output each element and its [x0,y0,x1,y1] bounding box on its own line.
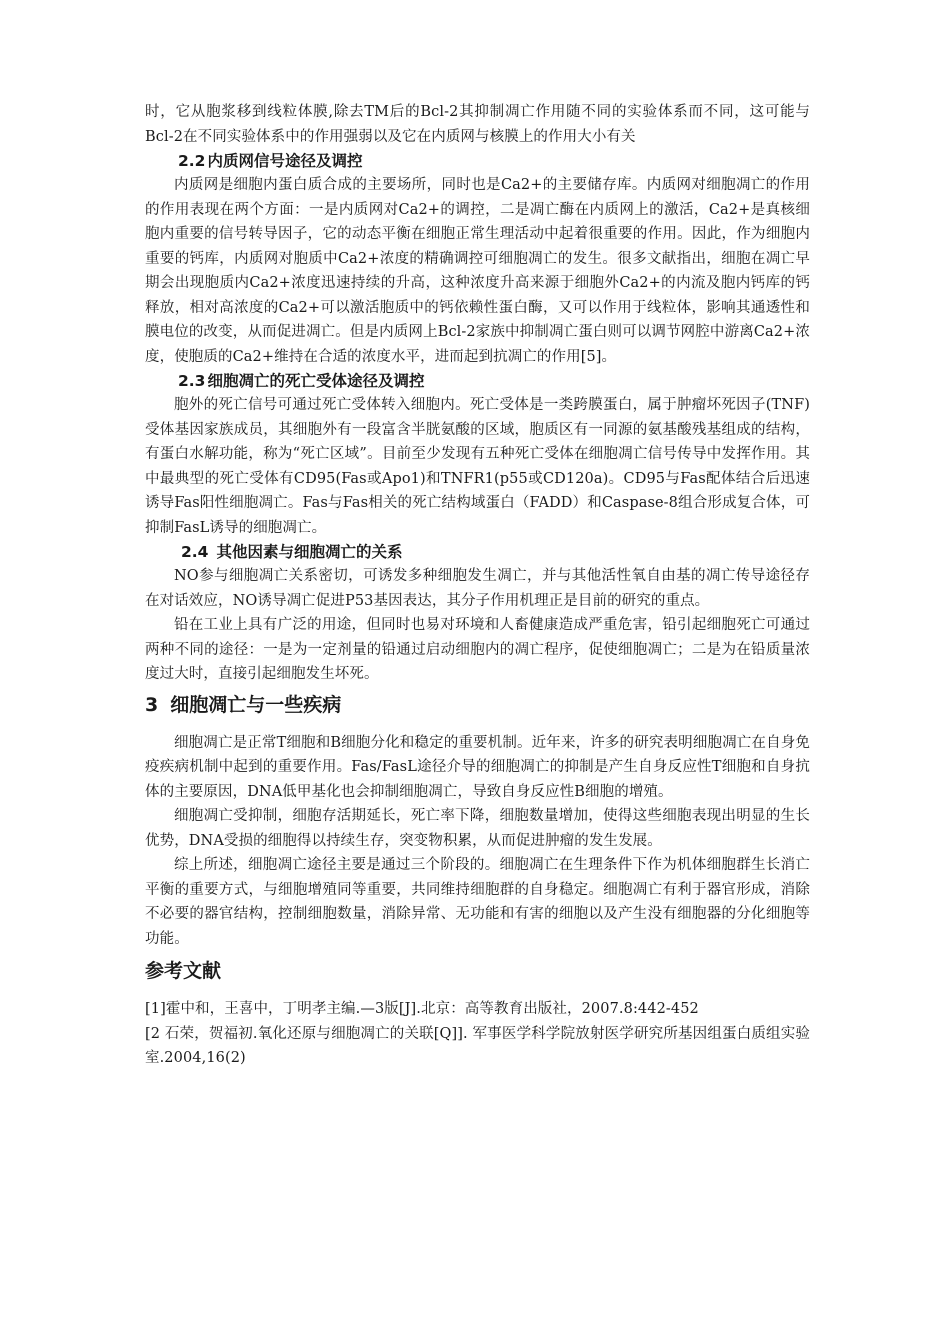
section-2-4-paragraph-2: 铅在工业上具有广泛的用途，但同时也易对环境和人畜健康造成严重危害，铅引起细胞死亡可通过两种不同的途径：一是为一定剂量的铅通过启动细胞内的凋亡程序，促使细胞凋亡；二是为在铅质量浓度过大时，直接引起细胞发生坏死。 [145,617,810,682]
section-3-paragraph-1: 细胞凋亡是正常T细胞和B细胞分化和稳定的重要机制。近年来，许多的研究表明细胞凋亡在自身免疫疾病机制中起到的重要作用。Fas/FasL途径介导的细胞凋亡的抑制是产生自身反应性T细胞和自身抗体的主要原因，DNA低甲基化也会抑制细胞凋亡，导致自身反应性B细胞的增殖。 [145,734,810,800]
section-title: 细胞凋亡与一些疾病 [170,693,342,716]
reference-item-2: [2 石荣，贺福初.氧化还原与细胞凋亡的关联[Q]]. 军事医学科学院放射医学研究所基因组蛋白质组实验室.2004,16(2) [145,1025,810,1066]
section-2-3-paragraph: 胞外的死亡信号可通过死亡受体转入细胞内。死亡受体是一类跨膜蛋白，属于肿瘤坏死因子(TNF)受体基因家族成员，其细胞外有一段富含半胱氨酸的区域，胞质区有一同源的氨基酸残基组成的结构，有蛋白水解功能，称为“死亡区域”。目前至少发现有五种死亡受体在细胞凋亡信号传导中发挥作用。其中最典型的死亡受体有CD95(Fas或Apo1)和TNFR1(p55或CD120a)。CD95与Fas配体结合后迅速诱导Fas阳性细胞凋亡。Fas与Fas相关的死亡结构域蛋白（FADD）和Caspase-8组合形成复合体，可抑制FasL诱导的细胞凋亡。 [145,397,810,536]
section-number: 2.4 [181,543,209,561]
section-2-3-heading [178,369,810,393]
section-2-4-paragraph-1: NO参与细胞凋亡关系密切，可诱发多种细胞发生凋亡，并与其他活性氧自由基的凋亡传导途径存在对话效应，NO诱导凋亡促进P53基因表达，其分子作用机理正是目前的研究的重点。 [145,568,810,609]
references-heading: 参考文献 [145,960,222,982]
section-title: 细胞凋亡的死亡受体途径及调控 [207,372,425,390]
section-2-4-heading [181,540,810,564]
document-body [145,100,810,1071]
section-number: 2.3 [178,372,206,390]
section-3-paragraph-2: 细胞凋亡受抑制，细胞存活期延长，死亡率下降，细胞数量增加，使得这些细胞表现出明显的生长优势，DNA受损的细胞得以持续生存，突变物积累，从而促进肿瘤的发生发展。 [145,808,810,849]
section-2-2-paragraph: 内质网是细胞内蛋白质合成的主要场所，同时也是Ca2+的主要储存库。内质网对细胞凋亡的作用的作用表现在两个方面：一是内质网对Ca2+的调控，二是凋亡酶在内质网上的激活，Ca2+是真核细胞内重要的信号转导因子，它的动态平衡在细胞正常生理活动中起着很重要的作用。因此，作为细胞内重要的钙库，内质网对胞质中Ca2+浓度的精确调控可细胞凋亡的发生。很多文献指出，细胞在凋亡早期会出现胞质内Ca2+浓度迅速持续的升高，这种浓度升高来源于细胞外Ca2+的内流及胞内钙库的钙释放，相对高浓度的Ca2+可以激活胞质中的钙依赖性蛋白酶，又可以作用于线粒体，影响其通透性和膜电位的改变，从而促进凋亡。但是内质网上Bcl-2家族中抑制凋亡蛋白则可以调节网腔中游离Ca2+浓度，使胞质的Ca2+维持在合适的浓度水平，进而起到抗凋亡的作用[5]。 [145,177,810,365]
section-3-paragraph-3: 综上所述，细胞凋亡途径主要是通过三个阶段的。细胞凋亡在生理条件下作为机体细胞群生长消亡平衡的重要方式，与细胞增殖同等重要，共同维持细胞群的自身稳定。细胞凋亡有利于器官形成，消除不必要的器官结构，控制细胞数量，消除异常、无功能和有害的细胞以及产生没有细胞器的分化细胞等功能。 [145,857,810,947]
intro-paragraph: 时，它从胞浆移到线粒体膜,除去TM后的Bcl-2其抑制凋亡作用随不同的实验体系而不同，这可能与Bcl-2在不同实验体系中的作用强弱以及它在内质网与核膜上的作用大小有关 [145,104,810,145]
section-title: 内质网信号途径及调控 [207,152,363,170]
section-3-heading [145,691,810,719]
section-number: 3 [145,693,159,716]
section-title: 其他因素与细胞凋亡的关系 [216,543,403,561]
section-number: 2.2 [178,152,206,170]
reference-item-1: [1]霍中和，王喜中，丁明孝主编.—3版[J].北京：高等教育出版社，2007.8:442-452 [145,1001,699,1017]
section-2-2-heading [178,149,810,173]
